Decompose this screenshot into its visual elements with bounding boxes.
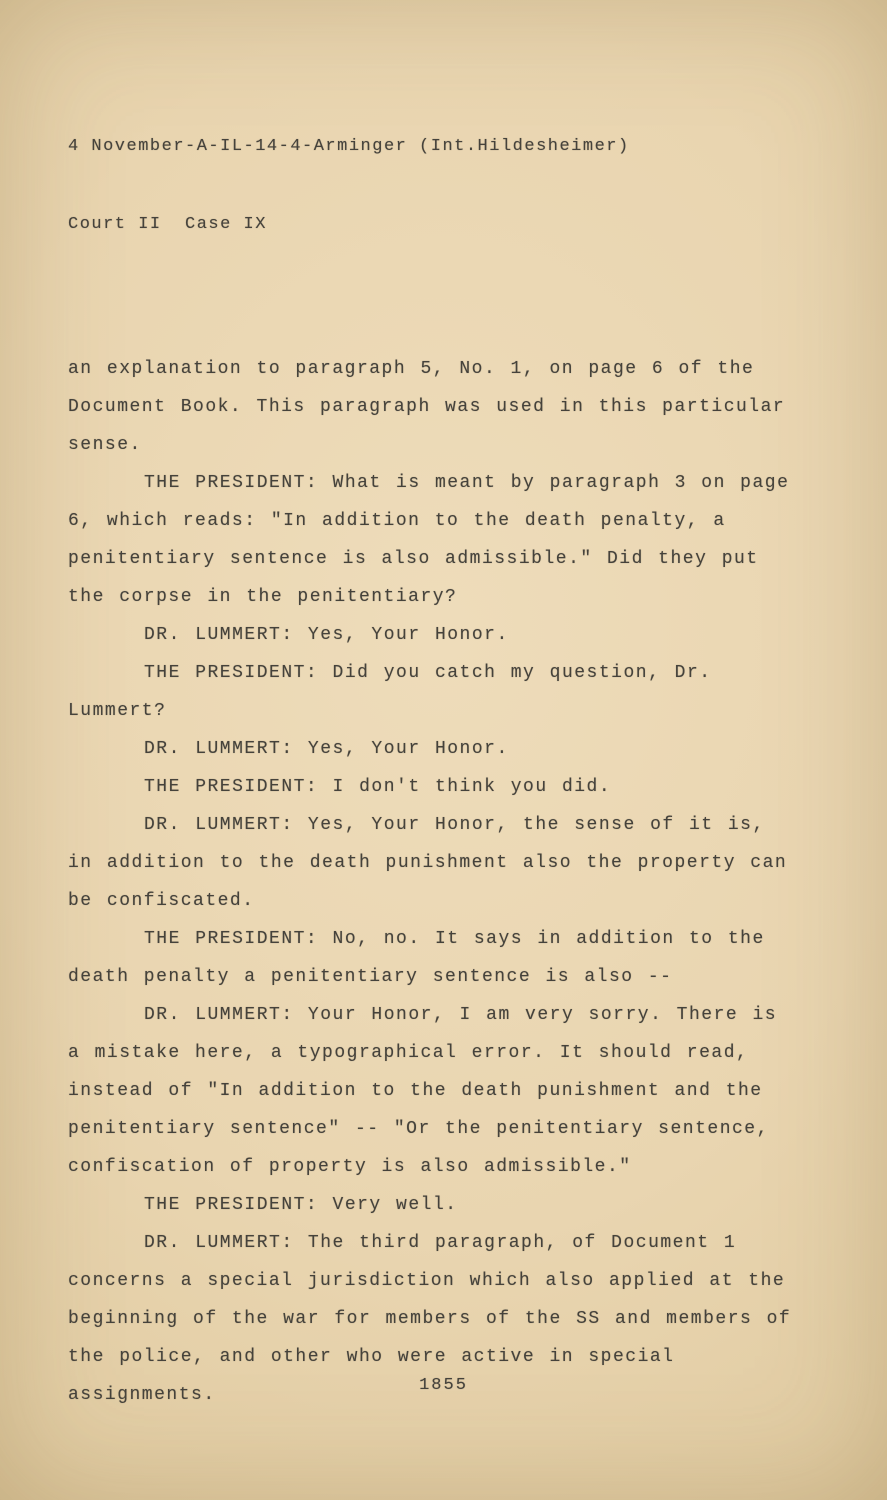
paragraph-lummert: DR. LUMMERT: Yes, Your Honor, the sense of it is, in addition to the death punishment also the property can be confiscated. — [68, 815, 788, 911]
paragraph-lummert: DR. LUMMERT: The third paragraph, of Document 1 concerns a special jurisdiction which also applied at the beginning of the war for members of the SS and members of the police, and other who were active in special assignments. — [68, 1233, 792, 1405]
page-number: 1855 — [419, 1376, 468, 1395]
header-court-case: Court II Case IX — [68, 215, 267, 234]
paragraph-lummert: DR. LUMMERT: Yes, Your Honor. — [144, 625, 509, 645]
paragraph-lummert: DR. LUMMERT: Your Honor, I am very sorry. There is a mistake here, a typographical error. It should read, instead of "In addition to the death punishment and the penitentiary sentence" -- "Or the penitentiary sentence, confiscation of property is also admissible." — [68, 1005, 778, 1177]
transcript-body — [68, 350, 798, 1414]
header-case-reference: 4 November-A-IL-14-4-Arminger (Int.Hildesheimer) — [68, 137, 630, 156]
document-header — [68, 82, 817, 290]
paragraph-president: THE PRESIDENT: I don't think you did. — [144, 777, 612, 797]
paragraph-president: THE PRESIDENT: Very well. — [144, 1195, 458, 1215]
paragraph-president: THE PRESIDENT: Did you catch my question, Dr. Lummert? — [68, 663, 712, 721]
paragraph-president: THE PRESIDENT: What is meant by paragraph 3 on page 6, which reads: "In addition to the death penalty, a penitentiary sentence is also admissible." Did they put the corpse in the penitentiary? — [68, 473, 790, 607]
paragraph-continuation: an explanation to paragraph 5, No. 1, on page 6 of the Document Book. This paragraph was used in this particular sense. — [68, 359, 786, 455]
paragraph-lummert: DR. LUMMERT: Yes, Your Honor. — [144, 739, 509, 759]
paragraph-president: THE PRESIDENT: No, no. It says in addition to the death penalty a penitentiary sentence is also -- — [68, 929, 765, 987]
